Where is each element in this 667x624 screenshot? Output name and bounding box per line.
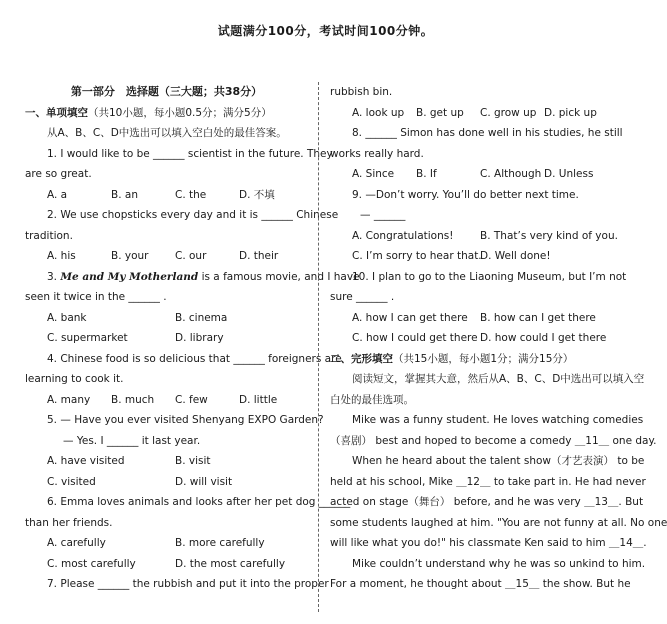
question-1-line2: are so great. <box>25 168 92 180</box>
q5-option-b[interactable]: B. visit <box>175 455 211 467</box>
question-4-line1: 4. Chinese food is so delicious that ______ foreigners are <box>47 352 342 365</box>
q2-option-d[interactable]: D. their <box>239 250 279 262</box>
question-9-line2: — ______ <box>360 209 406 221</box>
q6-option-c[interactable]: C. most carefully <box>47 557 136 570</box>
q3-number: 3. <box>47 270 61 283</box>
movie-title: Me and My Motherland <box>60 270 199 283</box>
section2-subtitle: （共15小题，每小题1分；满分15分） <box>393 352 574 365</box>
column-divider <box>318 82 319 612</box>
q5-option-a[interactable]: A. have visited <box>47 455 125 467</box>
left-column <box>25 82 360 595</box>
right-column <box>330 82 667 595</box>
q8-option-b[interactable]: B. If <box>416 168 437 180</box>
q10-option-a[interactable]: A. how I can get there <box>352 311 468 324</box>
question-3-line1 <box>25 267 360 288</box>
question-2-options <box>25 246 308 267</box>
question-3-options-row2 <box>25 328 308 349</box>
section2-heading <box>330 349 614 370</box>
question-8-line2: works really hard. <box>330 147 424 160</box>
q2-option-c[interactable]: C. our <box>175 250 207 262</box>
q8-option-c[interactable]: C. Although <box>480 168 542 180</box>
q4-option-a[interactable]: A. many <box>47 393 91 406</box>
q3-option-d[interactable]: D. library <box>175 332 224 344</box>
q7-option-a[interactable]: A. look up <box>352 106 405 119</box>
question-7-line2: rubbish bin. <box>330 86 393 98</box>
q3-option-b[interactable]: B. cinema <box>175 311 228 324</box>
q4-option-d[interactable]: D. little <box>239 393 278 406</box>
q10-option-d[interactable]: D. how could I get there <box>480 332 607 344</box>
part-title: 第一部分 选择题（三大题；共38分） <box>70 85 263 98</box>
passage-line-9: For a moment, he thought about ＿15＿ the show. But he <box>330 578 631 590</box>
passage-line-3: When he heard about the talent show（才艺表演） to be <box>352 455 645 467</box>
question-3-line2: seen it twice in the ______ . <box>25 291 167 303</box>
question-9-line1: 9. —Don’t worry. You’ll do better next time. <box>352 188 579 201</box>
question-4-options <box>25 390 308 411</box>
question-9-options-row2 <box>330 246 614 267</box>
question-7-options <box>330 103 614 124</box>
question-3-options-row1 <box>25 308 308 329</box>
q7-option-d[interactable]: D. pick up <box>544 106 597 119</box>
question-7-line1: 7. Please ______ the rubbish and put it into the proper <box>47 578 329 590</box>
question-5-options-row2 <box>25 472 308 493</box>
q8-option-a[interactable]: A. Since <box>352 168 395 180</box>
passage-line-4: held at his school, Mike ＿12＿ to take part in. He had never <box>330 475 646 488</box>
q3-option-c[interactable]: C. supermarket <box>47 332 128 344</box>
passage-line-5: acted on stage（舞台） before, and he was very ＿13＿. But <box>330 496 644 508</box>
question-1-line1: 1. I would like to be ______ scientist in the future. They <box>47 147 333 160</box>
q10-option-b[interactable]: B. how can I get there <box>480 311 596 324</box>
question-6-line2: than her friends. <box>25 516 113 529</box>
q5-option-d[interactable]: D. will visit <box>175 475 233 488</box>
q1-option-d[interactable]: D. 不填 <box>239 188 275 201</box>
q6-option-d[interactable]: D. the most carefully <box>175 557 286 570</box>
question-10-line2: sure ______ . <box>330 291 395 303</box>
q9-option-b[interactable]: B. That’s very kind of you. <box>480 229 618 242</box>
q1-option-a[interactable]: A. a <box>47 188 68 201</box>
question-8-options <box>330 164 614 185</box>
question-8-line1: 8. ______ Simon has done well in his studies, he still <box>352 127 623 139</box>
q5-option-c[interactable]: C. visited <box>47 475 96 488</box>
question-6-line1: 6. Emma loves animals and looks after her pet dog ______ <box>47 496 351 508</box>
q1-option-b[interactable]: B. an <box>111 188 138 201</box>
question-5-options-row1 <box>25 451 308 472</box>
q2-option-a[interactable]: A. his <box>47 250 76 262</box>
section1-subtitle: （共10小题，每小题0.5分；满分5分） <box>88 106 272 119</box>
q4-option-c[interactable]: C. few <box>175 393 208 406</box>
section2-instructions-line1: 阅读短文，掌握其大意，然后从A、B、C、D中选出可以填入空 <box>352 373 645 385</box>
question-9-options-row1 <box>330 226 618 247</box>
exam-header: 试题满分100分，考试时间100分钟。 <box>217 24 434 38</box>
q9-option-d[interactable]: D. Well done! <box>480 250 551 262</box>
question-2-line1: 2. We use chopsticks every day and it is ______ Chinese <box>47 209 339 221</box>
q10-option-c[interactable]: C. how I could get there <box>352 332 478 344</box>
question-1-options <box>25 185 308 206</box>
question-2-line2: tradition. <box>25 229 73 242</box>
question-4-line2: learning to cook it. <box>25 373 124 385</box>
q8-option-d[interactable]: D. Unless <box>544 168 594 180</box>
passage-line-2: （喜剧） best and hoped to become a comedy ＿11＿ one day. <box>330 434 657 447</box>
question-6-options-row1 <box>25 533 308 554</box>
q2-option-b[interactable]: B. your <box>111 250 149 262</box>
passage-line-8: Mike couldn’t understand why he was so unkind to him. <box>352 557 646 570</box>
q7-option-b[interactable]: B. get up <box>416 106 464 119</box>
q9-option-a[interactable]: A. Congratulations! <box>352 229 454 242</box>
passage-line-7: will like what you do!" his classmate Ken said to him ＿14＿. <box>330 537 647 549</box>
section1-title: 一、单项填空 <box>25 106 88 119</box>
q1-option-c[interactable]: C. the <box>175 188 207 201</box>
q4-option-b[interactable]: B. much <box>111 393 155 406</box>
passage-line-6: some students laughed at him. "You are not funny at all. No one <box>330 516 667 529</box>
passage-line-1: Mike was a funny student. He loves watching comedies <box>352 414 644 426</box>
section1-heading <box>25 103 308 124</box>
q6-option-a[interactable]: A. carefully <box>47 537 106 549</box>
section2-instructions-line2: 白处的最佳选项。 <box>330 393 414 406</box>
question-6-options-row2 <box>25 554 308 575</box>
question-10-options-row2 <box>330 328 614 349</box>
question-10-line1: 10. I plan to go to the Liaoning Museum, but I’m not <box>352 270 627 283</box>
question-5-line2: — Yes. I ______ it last year. <box>63 434 201 447</box>
q3-option-a[interactable]: A. bank <box>47 311 87 324</box>
q9-option-c[interactable]: C. I’m sorry to hear that. <box>352 250 482 262</box>
q7-option-c[interactable]: C. grow up <box>480 106 537 119</box>
question-5-line1: 5. — Have you ever visited Shenyang EXPO Garden? <box>47 414 324 426</box>
section1-instructions: 从A、B、C、D中选出可以填入空白处的最佳答案。 <box>47 127 287 139</box>
q3-text: is a famous movie, and I have <box>198 270 360 283</box>
question-10-options-row1 <box>330 308 614 329</box>
q6-option-b[interactable]: B. more carefully <box>175 537 265 549</box>
section2-title: 二、完形填空 <box>330 352 393 365</box>
